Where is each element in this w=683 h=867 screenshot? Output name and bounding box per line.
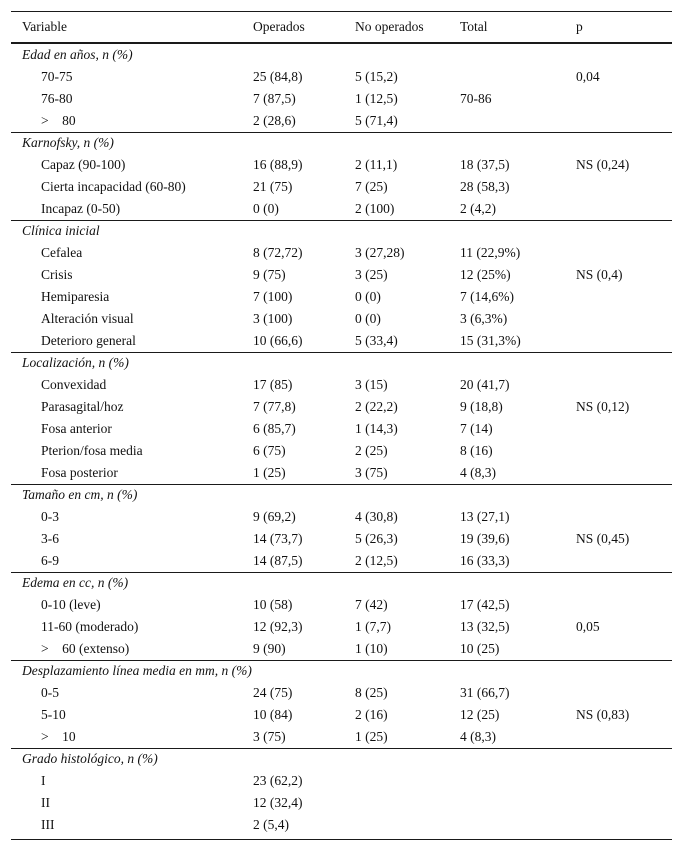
table-row [11, 176, 672, 198]
row-label: Crisis [41, 267, 73, 282]
table-cell: 0 (0) [355, 311, 381, 326]
row-label: Pterion/fosa media [41, 443, 143, 458]
table-row [11, 726, 672, 748]
table-cell: 10 (58) [253, 597, 293, 612]
table-cell: 7 (42) [355, 597, 388, 612]
table-cell: 7 (14,6%) [460, 289, 514, 304]
table-row [11, 66, 672, 88]
table-row [11, 396, 672, 418]
table-cell: 10 (25) [460, 641, 500, 656]
row-label: Capaz (90-100) [41, 157, 126, 172]
section-header-row [11, 748, 672, 770]
table-cell: 5 (26,3) [355, 531, 398, 546]
section-title: Tamaño en cm, n (%) [22, 487, 138, 502]
section-header-row [11, 44, 672, 66]
table-cell: NS (0,12) [576, 399, 630, 414]
row-label: I [41, 773, 46, 788]
row-label: 6-9 [41, 553, 59, 568]
section-header-row [11, 660, 672, 682]
table-cell: 7 (25) [355, 179, 388, 194]
table-cell: 4 (8,3) [460, 729, 496, 744]
table-cell: 31 (66,7) [460, 685, 510, 700]
table-cell: 13 (32,5) [460, 619, 510, 634]
row-label: Cefalea [41, 245, 83, 260]
section-title: Desplazamiento línea media en mm, n (%) [22, 663, 252, 678]
section-header-row [11, 484, 672, 506]
table-cell: 8 (72,72) [253, 245, 303, 260]
row-label: Alteración visual [41, 311, 134, 326]
table-cell: 4 (30,8) [355, 509, 398, 524]
table-cell: 3 (25) [355, 267, 388, 282]
row-label: Parasagital/hoz [41, 399, 124, 414]
column-header: Total [460, 19, 488, 34]
row-label: 3-6 [41, 531, 59, 546]
table-cell: 0 (0) [355, 289, 381, 304]
table-cell: 4 (8,3) [460, 465, 496, 480]
table-cell: 7 (77,8) [253, 399, 296, 414]
table-row [11, 286, 672, 308]
section-title: Localización, n (%) [22, 355, 129, 370]
table-cell: NS (0,24) [576, 157, 630, 172]
column-header: Operados [253, 19, 305, 34]
table-cell: 17 (42,5) [460, 597, 510, 612]
table-row [11, 506, 672, 528]
table-cell: 7 (14) [460, 421, 493, 436]
table-row [11, 440, 672, 462]
table-row [11, 242, 672, 264]
table-row [11, 418, 672, 440]
table-row [11, 374, 672, 396]
row-label: 11-60 (moderado) [41, 619, 139, 634]
table-row [11, 462, 672, 484]
table-cell: 1 (25) [253, 465, 286, 480]
row-label: > 10 [41, 729, 76, 744]
section-header-row [11, 572, 672, 594]
table-cell: 2 (12,5) [355, 553, 398, 568]
row-label: Deterioro general [41, 333, 136, 348]
row-label: Hemiparesia [41, 289, 110, 304]
section-header-row [11, 132, 672, 154]
table-cell: 16 (33,3) [460, 553, 510, 568]
table-header-row [11, 16, 672, 38]
table-cell: 0,04 [576, 69, 600, 84]
table-cell: 21 (75) [253, 179, 293, 194]
table-cell: 9 (18,8) [460, 399, 503, 414]
table-row [11, 814, 672, 836]
table-cell: 11 (22,9%) [460, 245, 521, 260]
table-cell: 2 (16) [355, 707, 388, 722]
column-header: p [576, 19, 583, 34]
table-cell: 10 (84) [253, 707, 293, 722]
table-cell: 5 (33,4) [355, 333, 398, 348]
table-cell: 7 (100) [253, 289, 293, 304]
table-row [11, 594, 672, 616]
table-cell: 16 (88,9) [253, 157, 303, 172]
table-cell: 23 (62,2) [253, 773, 303, 788]
table-cell: 3 (75) [355, 465, 388, 480]
table-cell: 0,05 [576, 619, 600, 634]
row-label: 70-75 [41, 69, 73, 84]
table-cell: 9 (75) [253, 267, 286, 282]
table-cell: 5 (71,4) [355, 113, 398, 128]
table-cell: 15 (31,3%) [460, 333, 521, 348]
table-row [11, 550, 672, 572]
row-label: Convexidad [41, 377, 107, 392]
table-cell: 1 (14,3) [355, 421, 398, 436]
table-cell: 1 (7,7) [355, 619, 391, 634]
table-cell: 0 (0) [253, 201, 279, 216]
table-cell: 2 (4,2) [460, 201, 496, 216]
table-cell: 5 (15,2) [355, 69, 398, 84]
section-title: Clínica inicial [22, 223, 100, 238]
section-header-row [11, 220, 672, 242]
table-cell: 8 (25) [355, 685, 388, 700]
table-cell: 6 (75) [253, 443, 286, 458]
table-cell: 9 (69,2) [253, 509, 296, 524]
table-cell: 24 (75) [253, 685, 293, 700]
table-row [11, 704, 672, 726]
table-cell: 25 (84,8) [253, 69, 303, 84]
row-label: 5-10 [41, 707, 66, 722]
section-title: Edema en cc, n (%) [22, 575, 129, 590]
row-label: II [41, 795, 50, 810]
table-cell: 2 (22,2) [355, 399, 398, 414]
table-row [11, 264, 672, 286]
table-cell: 3 (75) [253, 729, 286, 744]
section-title: Karnofsky, n (%) [22, 135, 114, 150]
table-cell: 14 (73,7) [253, 531, 303, 546]
table-row [11, 682, 672, 704]
table-cell: 1 (10) [355, 641, 388, 656]
table-cell: 12 (92,3) [253, 619, 303, 634]
table-cell: NS (0,4) [576, 267, 623, 282]
table-cell: 3 (27,28) [355, 245, 405, 260]
table-cell: 8 (16) [460, 443, 493, 458]
table-cell: 14 (87,5) [253, 553, 303, 568]
table-cell: 20 (41,7) [460, 377, 510, 392]
table-row [11, 770, 672, 792]
row-label: Fosa anterior [41, 421, 112, 436]
section-title: Edad en años, n (%) [22, 47, 133, 62]
table-row [11, 638, 672, 660]
table-cell: 12 (25%) [460, 267, 511, 282]
table-cell: 7 (87,5) [253, 91, 296, 106]
row-label: III [41, 817, 55, 832]
table-row [11, 110, 672, 132]
table-top-rule [11, 11, 672, 12]
table-cell: NS (0,83) [576, 707, 630, 722]
table-cell: 2 (5,4) [253, 817, 289, 832]
table-cell: 18 (37,5) [460, 157, 510, 172]
row-label: 0-5 [41, 685, 59, 700]
table-row [11, 330, 672, 352]
table-cell: 28 (58,3) [460, 179, 510, 194]
section-title: Grado histológico, n (%) [22, 751, 158, 766]
table-row [11, 616, 672, 638]
table-row [11, 308, 672, 330]
row-label: 0-10 (leve) [41, 597, 101, 612]
table-row [11, 88, 672, 110]
row-label: 76-80 [41, 91, 73, 106]
table-cell: 17 (85) [253, 377, 293, 392]
table-row [11, 198, 672, 220]
table-cell: 6 (85,7) [253, 421, 296, 436]
table-cell: 2 (28,6) [253, 113, 296, 128]
table-cell: 2 (25) [355, 443, 388, 458]
row-label: > 60 (extenso) [41, 641, 130, 656]
row-label: Cierta incapacidad (60-80) [41, 179, 186, 194]
row-label: > 80 [41, 113, 76, 128]
table-cell: NS (0,45) [576, 531, 630, 546]
column-header: Variable [22, 19, 67, 34]
table-cell: 10 (66,6) [253, 333, 303, 348]
table-cell: 70-86 [460, 91, 492, 106]
table-cell: 3 (6,3%) [460, 311, 508, 326]
table-cell: 3 (15) [355, 377, 388, 392]
row-label: 0-3 [41, 509, 59, 524]
table-bottom-rule [11, 839, 672, 840]
table-cell: 1 (12,5) [355, 91, 398, 106]
section-header-row [11, 352, 672, 374]
table-row [11, 154, 672, 176]
row-label: Incapaz (0-50) [41, 201, 121, 216]
table-cell: 9 (90) [253, 641, 286, 656]
table-cell: 2 (100) [355, 201, 395, 216]
table-row [11, 792, 672, 814]
column-header: No operados [355, 19, 424, 34]
table-row [11, 528, 672, 550]
table-cell: 1 (25) [355, 729, 388, 744]
table-cell: 12 (25) [460, 707, 500, 722]
table-cell: 2 (11,1) [355, 157, 398, 172]
table-cell: 19 (39,6) [460, 531, 510, 546]
row-label: Fosa posterior [41, 465, 118, 480]
table-cell: 3 (100) [253, 311, 293, 326]
table-cell: 12 (32,4) [253, 795, 303, 810]
table-cell: 13 (27,1) [460, 509, 510, 524]
